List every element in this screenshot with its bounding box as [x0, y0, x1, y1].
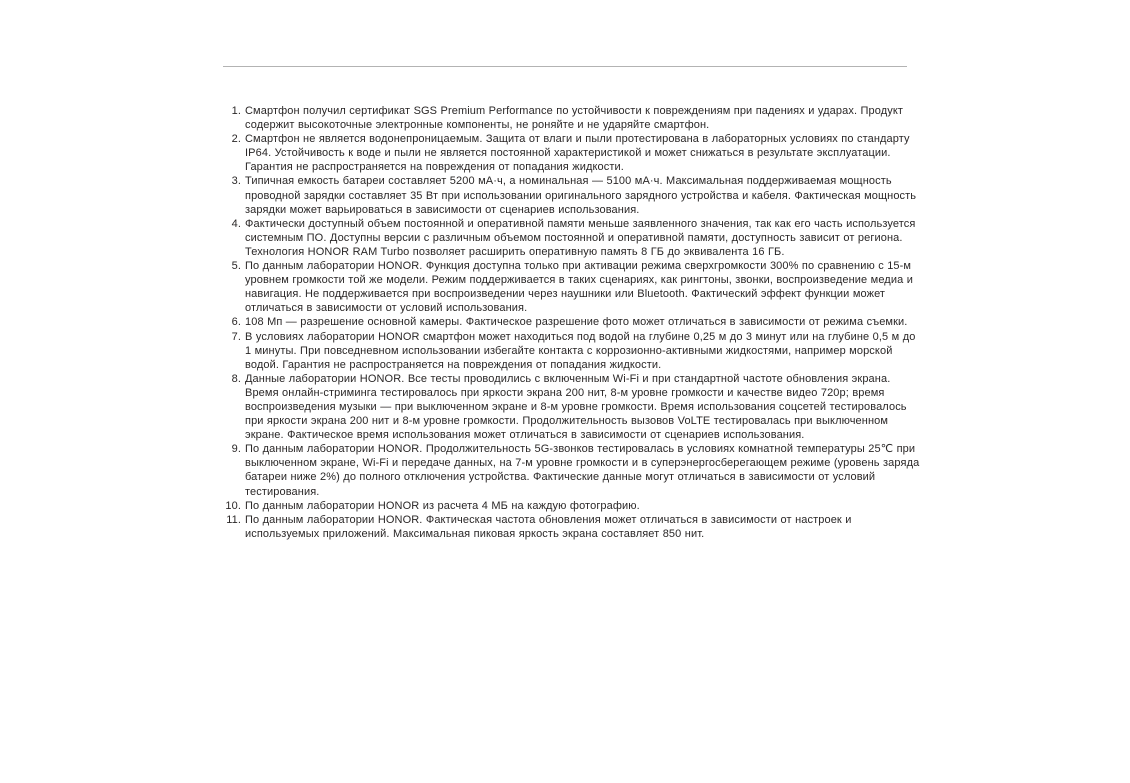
list-item — [223, 442, 923, 498]
list-item-text: Смартфон не является водонепроницаемым. Защита от влаги и пыли протестирована в лабораторных условиях по стандарту IP64. Устойчивость к воде и пыли не является постоянной характеристикой и может снижаться в результате эксплуатации. Гарантия не распространяется на повреждения от попадания жидкости. — [245, 133, 910, 174]
list-item-text: Фактически доступный объем постоянной и оперативной памяти меньше заявленного значения, так как его часть используется системным ПО. Доступны версии с различным объемом постоянной и оперативной памяти, доступность зависит от региона. Технология HONOR RAM Turbo позволяет расширить оперативную память 8 ГБ до эквивалента 16 ГБ. — [245, 217, 916, 258]
list-item-marker: 4. — [231, 217, 241, 230]
list-item-marker: 11. — [226, 513, 241, 526]
list-item-text: По данным лаборатории HONOR. Продолжительность 5G-звонков тестировалась в условиях комнатной температуры 25℃ при выключенном экране, Wi-Fi и передаче данных, на 7-м уровне громкости и в суперэнергосберегающем режиме (уровень заряда батареи ниже 2%) до полного отключения устройства. Фактические данные могут отличаться в зависимости от условий тестирования. — [245, 443, 920, 498]
list-item — [223, 259, 923, 315]
list-item-text: Смартфон получил сертификат SGS Premium Performance по устойчивости к повреждениям при падениях и ударах. Продукт содержит высокоточные электронные компоненты, не роняйте и не ударяйте смартфон. — [245, 105, 904, 132]
list-item-text: Данные лаборатории HONOR. Все тесты проводились с включенным Wi-Fi и при стандартной частоте обновления экрана. Время онлайн-стриминга тестировалось при яркости экрана 200 нит, 8-м уровне громкости и качестве видео 720p; время воспроизведения музыки — при выключенном экране и 8-м уровне громкости. Время использования соцсетей тестировалось при яркости экрана 200 нит и 8-м уровне громкости. Продолжительность вызовов VoLTE тестировалась при выключенном экране. Фактическое время использования может отличаться в зависимости от сценариев использования. — [245, 372, 907, 442]
list-item-marker: 9. — [231, 443, 241, 456]
list-item — [223, 499, 923, 513]
list-item-marker: 5. — [231, 260, 241, 273]
list-item-marker: 3. — [231, 175, 241, 188]
list-item-text: В условиях лаборатории HONOR смартфон может находиться под водой на глубине 0,25 м до 3 минут или на глубине 0,5 м до 1 минуты. При повседневном использовании избегайте контакта с коррозионно-активными жидкостями, например морской водой. Гарантия не распространяется на повреждения от попадания жидкости. — [245, 330, 916, 371]
list-item-marker: 7. — [231, 330, 241, 343]
footnotes-section — [223, 104, 923, 541]
horizontal-rule-icon — [223, 66, 907, 67]
list-item — [223, 513, 923, 541]
list-item-marker: 6. — [231, 316, 241, 329]
list-item — [223, 217, 923, 259]
list-item-marker: 10. — [225, 499, 241, 512]
footnote-list — [223, 104, 923, 541]
list-item — [223, 315, 923, 329]
list-item-marker: 8. — [231, 372, 241, 385]
list-item — [223, 104, 923, 132]
list-item — [223, 174, 923, 216]
list-item-text: Типичная емкость батареи составляет 5200 мА·ч, а номинальная — 5100 мА·ч. Максимальная поддерживаемая мощность проводной зарядки составляет 35 Вт при использовании оригинального зарядного устройства и кабеля. Фактическая мощность зарядки может варьироваться в зависимости от сценариев использования. — [245, 175, 917, 216]
list-item-text: По данным лаборатории HONOR. Функция доступна только при активации режима сверхгромкости 300% по сравнению с 15-м уровнем громкости той же модели. Режим поддерживается в таких сценариях, как рингтоны, звонки, воспроизведение медиа и навигация. Не поддерживается при воспроизведении через наушники или Bluetooth. Фактический эффект функции может отличаться в зависимости от условий использования. — [245, 260, 913, 315]
list-item-marker: 1. — [231, 105, 241, 117]
list-item — [223, 330, 923, 372]
list-item-text: 108 Мп — разрешение основной камеры. Фактическое разрешение фото может отличаться в зависимости от режима съемки. — [245, 316, 908, 329]
list-item-text: По данным лаборатории HONOR. Фактическая частота обновления может отличаться в зависимости от настроек и используемых приложений. Максимальная пиковая яркость экрана составляет 850 нит. — [245, 513, 852, 540]
list-item-text: По данным лаборатории HONOR из расчета 4 МБ на каждую фотографию. — [245, 499, 640, 512]
list-item — [223, 132, 923, 174]
list-item-marker: 2. — [231, 133, 241, 146]
list-item — [223, 372, 923, 442]
